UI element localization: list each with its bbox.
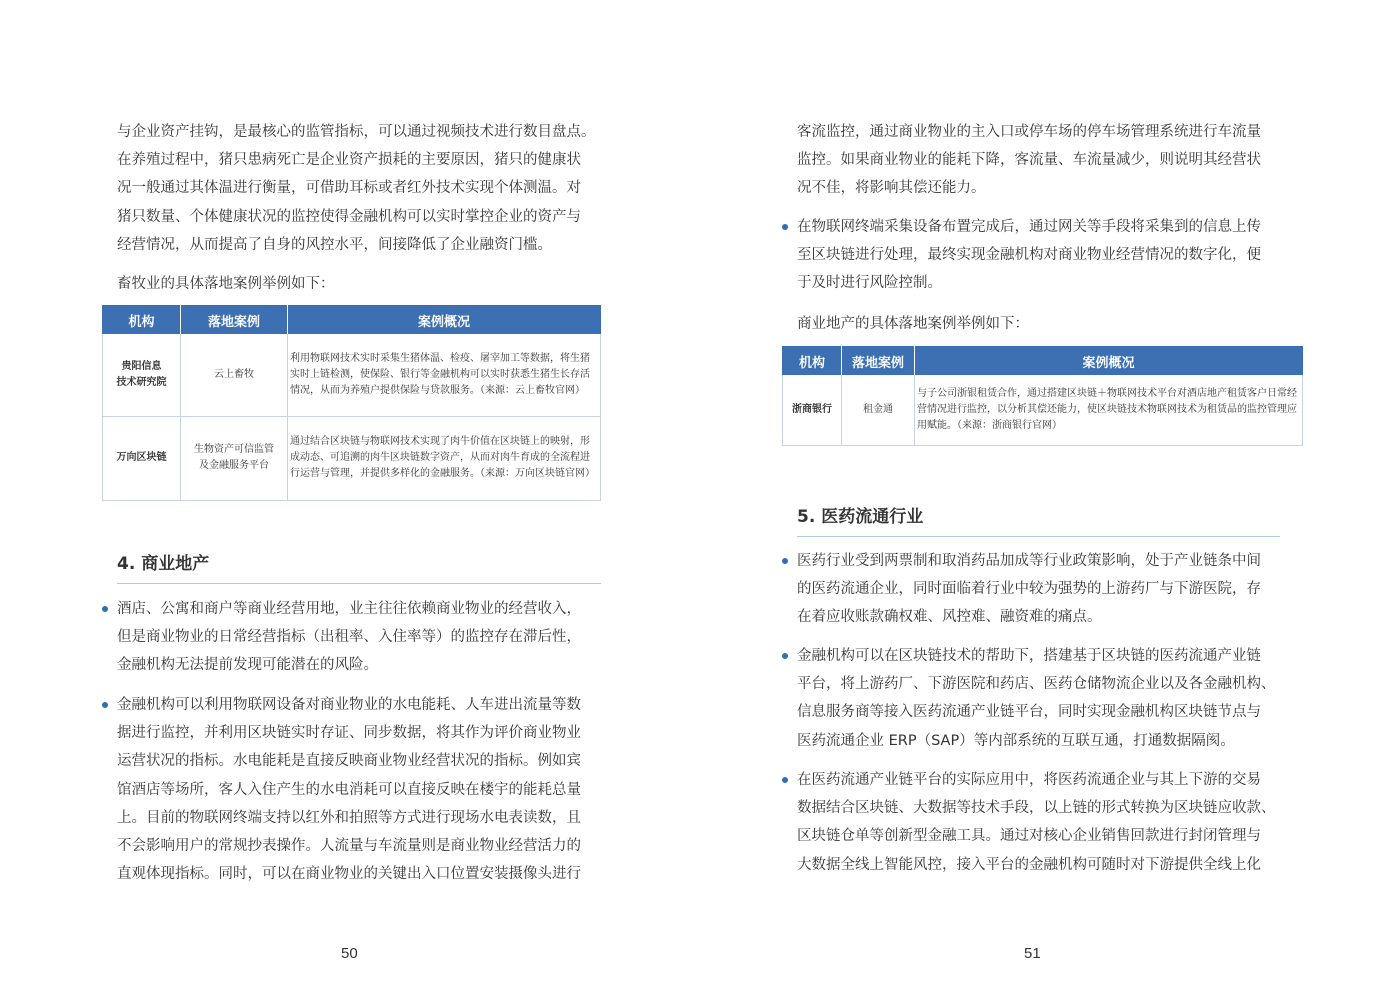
column-header-case: 落地案例 bbox=[842, 347, 915, 376]
case-table-commercial bbox=[782, 346, 1303, 446]
bullet-item bbox=[797, 213, 1281, 298]
text-line: 经营情况，从而提高了自身的风控水平，间接降低了企业融资门槛。 bbox=[117, 236, 552, 253]
page-number: 50 bbox=[341, 945, 358, 962]
text-line: 客流监控，通过商业物业的主入口或停车场的停车场管理系统进行车流量 bbox=[797, 124, 1261, 140]
paragraph-continued bbox=[117, 118, 600, 259]
text-line: 馆酒店等场所，客人入住产生的水电消耗可以直接反映在楼宇的能耗总量 bbox=[117, 781, 581, 798]
text-line: 至区块链进行处理，最终实现金融机构对商业物业经营情况的数字化，便 bbox=[797, 247, 1261, 264]
text-line: 与企业资产挂钩，是最核心的监管指标，可以通过视频技术进行数目盘点。 bbox=[117, 124, 596, 140]
text-line: 金融机构无法提前发现可能潜在的风险。 bbox=[117, 657, 378, 674]
left-page bbox=[0, 0, 691, 1005]
text-line: 平台，将上游药厂、下游医院和药店、医药仓储物流企业以及各金融机构、 bbox=[797, 676, 1276, 693]
column-header-summary: 案例概况 bbox=[288, 306, 601, 335]
text-line: 但是商业物业的日常经营指标（出租率、入住率等）的监控存在滞后性， bbox=[117, 629, 581, 646]
bullet-item bbox=[117, 595, 601, 680]
summary-cell: 利用物联网技术实时采集生猪体温、检疫、屠宰加工等数据，将生猪实时上链检测，使保险、银行等金融机构可以实时获悉生猪生长存活情况，从而为养殖户提供保险与贷款服务。（来源：云上畜牧官网） bbox=[288, 334, 601, 416]
text-line: 的医药流通企业，同时面临着行业中较为强势的上游药厂与下游医院，存 bbox=[797, 581, 1261, 598]
table-intro: 商业地产的具体落地案例举例如下： bbox=[797, 316, 1029, 332]
bullet-dot-icon bbox=[782, 777, 788, 783]
column-header-org: 机构 bbox=[103, 306, 181, 335]
bullet-item bbox=[797, 766, 1281, 879]
bullet-item bbox=[797, 642, 1281, 755]
text-line: 在着应收账款确权难、风控难、融资难的痛点。 bbox=[797, 609, 1102, 626]
section-heading: 4. 商业地产 bbox=[117, 549, 601, 584]
text-line: 况一般通过其体温进行衡量，可借助耳标或者红外技术实现个体测温。对 bbox=[117, 180, 581, 197]
org-cell: 贵阳信息 技术研究院 bbox=[103, 334, 181, 416]
text-line: 在医药流通产业链平台的实际应用中，将医药流通企业与其上下游的交易 bbox=[797, 772, 1261, 788]
text-line: 运营状况的指标。水电能耗是直接反映商业物业经营状况的指标。例如宾 bbox=[117, 753, 581, 770]
text-line: 况不佳，将影响其偿还能力。 bbox=[797, 180, 986, 197]
text-line: 医药行业受到两票制和取消药品加成等行业政策影响，处于产业链条中间 bbox=[797, 553, 1261, 569]
text-line: 数据结合区块链、大数据等技术手段，以上链的形式转换为区块链应收款、 bbox=[797, 800, 1276, 817]
bullet-dot-icon bbox=[102, 606, 108, 612]
summary-cell: 通过结合区块链与物联网技术实现了肉牛价值在区块链上的映射，形成动态、可追溯的肉牛区块链数字资产，从而对肉牛育成的全流程进行运营与管理，并提供多样化的金融服务。（来源：万向区块链官网） bbox=[288, 416, 601, 500]
summary-cell: 与子公司浙银租赁合作，通过搭建区块链＋物联网技术平台对酒店地产租赁客户日常经营情况进行监控，以分析其偿还能力，使区块链技术物联网技术为租赁品的监控管理应用赋能。（来源：浙商银行官网） bbox=[915, 375, 1303, 445]
text-line: 监控。如果商业物业的能耗下降，客流量、车流量减少，则说明其经营状 bbox=[797, 152, 1261, 169]
bullet-dot-icon bbox=[782, 653, 788, 659]
text-line: 医药流通企业 ERP（SAP）等内部系统的互联互通，打通数据隔阂。 bbox=[797, 732, 1235, 749]
text-line: 直观体现指标。同时，可以在商业物业的关键出入口位置安装摄像头进行 bbox=[117, 866, 581, 883]
case-cell: 租金通 bbox=[842, 375, 915, 445]
bullet-item bbox=[797, 547, 1281, 632]
bullet-dot-icon bbox=[102, 702, 108, 708]
text-line: 大数据全线上智能风控，接入平台的金融机构可随时对下游提供全线上化 bbox=[797, 856, 1261, 873]
table-row bbox=[103, 416, 601, 500]
case-cell: 生物资产可信监管 及金融服务平台 bbox=[181, 416, 288, 500]
text-line: 于及时进行风险控制。 bbox=[797, 275, 942, 292]
text-line: 金融机构可以利用物联网设备对商业物业的水电能耗、人车进出流量等数 bbox=[117, 697, 581, 713]
text-line: 区块链仓单等创新型金融工具。通过对核心企业销售回款进行封闭管理与 bbox=[797, 828, 1261, 845]
table-intro: 畜牧业的具体落地案例举例如下： bbox=[117, 276, 335, 292]
table-row bbox=[103, 334, 601, 416]
text-line: 在养殖过程中，猪只患病死亡是企业资产损耗的主要原因，猪只的健康状 bbox=[117, 152, 581, 169]
text-line: 酒店、公寓和商户等商业经营用地，业主往往依赖商业物业的经营收入， bbox=[117, 601, 581, 617]
case-cell: 云上畜牧 bbox=[181, 334, 288, 416]
text-line: 据进行监控，并利用区块链实时存证、同步数据，将其作为评价商业物业 bbox=[117, 725, 581, 742]
paragraph-continued bbox=[797, 118, 1281, 203]
right-page bbox=[691, 0, 1383, 1005]
org-cell: 万向区块链 bbox=[103, 416, 181, 500]
text-line: 不会影响用户的常规抄表操作。人流量与车流量则是商业物业经营活力的 bbox=[117, 838, 581, 855]
bullet-dot-icon bbox=[782, 224, 788, 230]
page-number: 51 bbox=[1024, 945, 1041, 962]
bullet-dot-icon bbox=[782, 558, 788, 564]
text-line: 信息服务商等接入医药流通产业链平台，同时实现金融机构区块链节点与 bbox=[797, 704, 1261, 721]
case-table-livestock bbox=[102, 305, 601, 501]
org-cell: 浙商银行 bbox=[783, 375, 842, 445]
column-header-case: 落地案例 bbox=[181, 306, 288, 335]
bullet-item bbox=[117, 691, 601, 888]
text-line: 金融机构可以在区块链技术的帮助下，搭建基于区块链的医药流通产业链 bbox=[797, 648, 1261, 664]
text-line: 上。目前的物联网终端支持以红外和拍照等方式进行现场水电表读数，且 bbox=[117, 809, 581, 826]
text-line: 在物联网终端采集设备布置完成后，通过网关等手段将采集到的信息上传 bbox=[797, 219, 1261, 235]
table-row bbox=[783, 375, 1303, 445]
section-heading: 5. 医药流通行业 bbox=[797, 502, 1280, 537]
text-line: 猪只数量、个体健康状况的监控使得金融机构可以实时掌控企业的资产与 bbox=[117, 208, 581, 225]
column-header-org: 机构 bbox=[783, 347, 842, 376]
column-header-summary: 案例概况 bbox=[915, 347, 1303, 376]
